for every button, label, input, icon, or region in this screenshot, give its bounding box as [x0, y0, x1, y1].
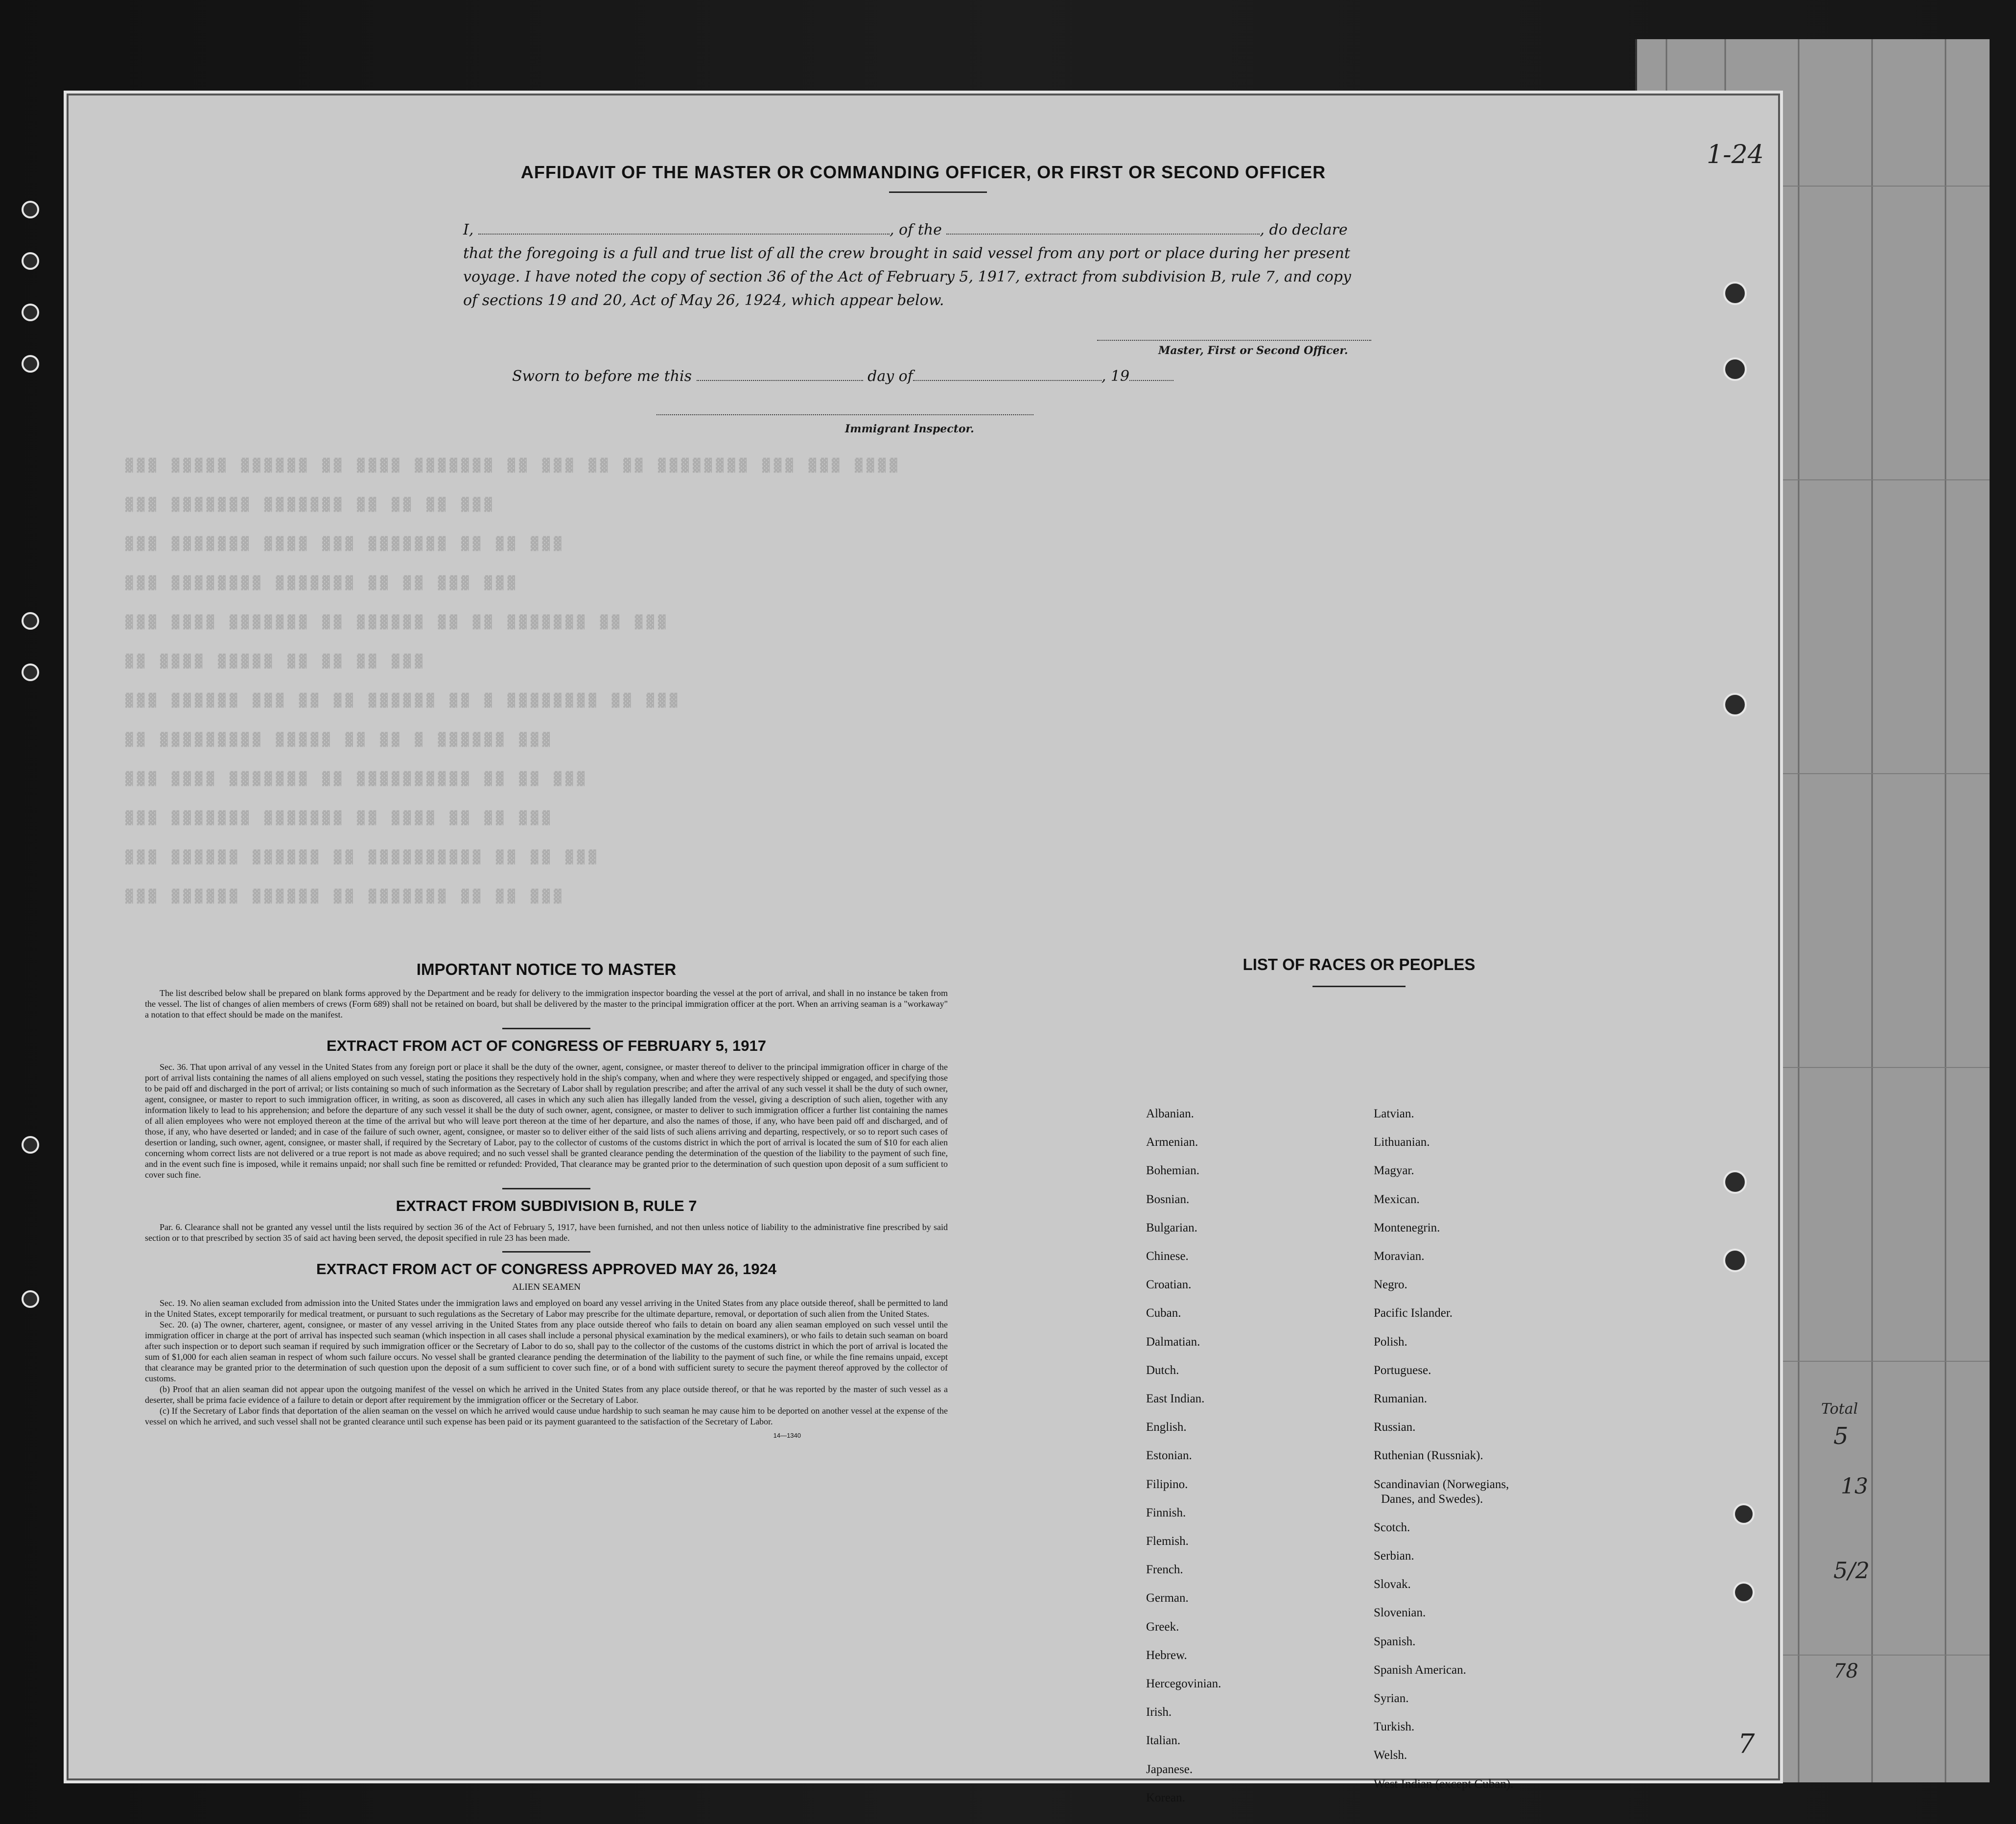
race-item: Pacific Islander. — [1374, 1306, 1453, 1320]
form-page — [64, 91, 1783, 1804]
handwritten-corner-mark: 7 — [1738, 1729, 1755, 1759]
race-item: Portuguese. — [1374, 1363, 1431, 1377]
race-item: Chinese. — [1146, 1250, 1189, 1263]
race-item: Negro. — [1374, 1278, 1407, 1292]
punch-hole — [22, 252, 39, 270]
race-item: Mexican. — [1374, 1192, 1420, 1206]
sworn-year-label: , 19 — [1101, 368, 1130, 385]
extract-1917-title: EXTRACT FROM ACT OF CONGRESS OF FEBRUARY 5, 1917 — [327, 1037, 766, 1054]
punch-hole — [22, 663, 39, 681]
race-item: Polish. — [1374, 1335, 1407, 1349]
race-item: Scandinavian (Norwegians, — [1374, 1477, 1509, 1491]
master-signature-line[interactable] — [1097, 340, 1371, 341]
race-item: Serbian. — [1374, 1549, 1414, 1563]
decl-of: , of the — [889, 221, 942, 238]
sworn-day-blank[interactable] — [697, 365, 863, 381]
race-item: Slovenian. — [1374, 1606, 1426, 1620]
inspector-caption: Immigrant Inspector. — [845, 423, 974, 435]
race-item: English. — [1146, 1421, 1187, 1434]
race-item: Scotch. — [1374, 1520, 1410, 1534]
race-item: Croatian. — [1146, 1278, 1192, 1292]
extract-1917-rule — [502, 1188, 590, 1189]
handwritten-total-label: Total — [1821, 1400, 1858, 1418]
sec-20a-body: Sec. 20. (a) The owner, charterer, agent, consignee, or master of any vessel arriving in the United States from any place outside thereof who fails to detain on board any alien seaman employed on such vessel until the immigration officer in charge at the port of arrival has inspected such seaman (which inspection in all cases shall include a personal physical examination by the medical examiners), or who fails to detain such seaman on board after such inspection or to deport such seaman if required by such immigration officer or the Secretary of Labor to do so, shall pay to the collector of the customs of the customs district in which the port of arrival is located the sum of $1,000 for each alien seaman in respect of whom such failure occurs. No vessel shall be granted clearance pending the determination of the liability to the payment of such fine, or while the fine remains unpaid, except that clearance may be granted prior to the determination of such question upon the deposit of a sum sufficient to cover such fine, or of a bond with sufficient surety to secure the payment thereof approved by the collector of customs. — [145, 1320, 948, 1383]
race-item: Lithuanian. — [1374, 1136, 1430, 1149]
race-item: East Indian. — [1146, 1392, 1205, 1405]
extract-1924-title: EXTRACT FROM ACT OF CONGRESS APPROVED MAY 26, 1924 — [316, 1260, 776, 1278]
ghost-row: ▓▓ ▓▓▓▓ ▓▓▓▓▓ ▓▓ ▓▓ ▓▓ ▓▓▓ — [125, 654, 426, 669]
punch-hole — [1723, 1249, 1747, 1272]
punch-hole — [1733, 1582, 1755, 1603]
races-column — [1107, 955, 1645, 1804]
race-item: French. — [1146, 1563, 1183, 1577]
punch-hole — [1723, 693, 1747, 716]
ghost-row: ▓▓ ▓▓▓▓▓▓▓▓▓ ▓▓▓▓▓ ▓▓ ▓▓ ▓ ▓▓▓▓▓▓ ▓▓▓ — [125, 733, 554, 747]
race-item: Bohemian. — [1146, 1164, 1200, 1178]
race-item: Latvian. — [1374, 1107, 1414, 1120]
race-item: Albanian. — [1146, 1107, 1194, 1120]
race-item: Spanish American. — [1374, 1663, 1466, 1677]
ghost-row: ▓▓▓ ▓▓▓▓▓▓ ▓▓▓▓▓▓ ▓▓ ▓▓▓▓▓▓▓▓▓▓ ▓▓ ▓▓ ▓▓▓ — [125, 850, 600, 865]
form-number: 14—1340 — [773, 1432, 801, 1439]
punch-hole — [22, 355, 39, 373]
race-item: Hebrew. — [1146, 1648, 1187, 1662]
race-item: German. — [1146, 1591, 1189, 1605]
notice-rule — [502, 1028, 590, 1029]
punch-hole — [22, 1290, 39, 1308]
declaration-line-2: that the foregoing is a full and true list of all the crew brought in said vessel from any port or place during her present — [463, 245, 1350, 262]
race-item: Danes, and Swedes). — [1381, 1492, 1483, 1506]
sworn-day-label: day of — [867, 368, 913, 385]
declaration-text — [463, 218, 1477, 312]
ghost-row: ▓▓▓ ▓▓▓▓▓▓ ▓▓▓ ▓▓ ▓▓ ▓▓▓▓▓▓ ▓▓ ▓ ▓▓▓▓▓▓▓▓ ▓▓ ▓▓▓ — [125, 693, 681, 708]
race-item: Dalmatian. — [1146, 1335, 1200, 1349]
sec-20c-body: (c) If the Secretary of Labor finds that deportation of the alien seaman on the vessel on which he arrived would cause undue hardship to such seaman he may cause him to be deported on another vessel at the expense of the vessel on which he arrived, and such vessel shall not be granted clearance until such expense has been paid or its payment guaranteed to the satisfaction of the Secretary of Labor. — [145, 1406, 948, 1426]
master-caption: Master, First or Second Officer. — [1158, 344, 1348, 357]
punch-hole — [22, 304, 39, 321]
ghost-row: ▓▓▓ ▓▓▓▓▓▓▓▓ ▓▓▓▓▓▓▓ ▓▓ ▓▓ ▓▓▓ ▓▓▓ — [125, 576, 519, 591]
handwritten-total-1: 5 — [1833, 1422, 1849, 1450]
sworn-line — [512, 365, 1173, 385]
race-item: Slovak. — [1374, 1578, 1411, 1591]
handwritten-total-4: 78 — [1833, 1660, 1858, 1682]
decl-prefix: I, — [463, 221, 474, 238]
race-item: Filipino. — [1146, 1477, 1188, 1491]
sworn-year-blank[interactable] — [1129, 365, 1173, 381]
race-item: Magyar. — [1374, 1164, 1414, 1178]
race-item: Cuban. — [1146, 1306, 1181, 1320]
sec-19-body: Sec. 19. No alien seaman excluded from admission into the United States under the immigration laws and employed on board any vessel arriving in the United States from any place outside thereof, shall be permitted to land in the United States, except temporarily for medical treatment, or pursuant to such regulations as the Secretary of Labor may prescribe for the ultimate departure, removal, or deportation of such alien from the United States. — [145, 1298, 948, 1319]
ghost-row: ▓▓▓ ▓▓▓▓▓ ▓▓▓▓▓▓ ▓▓ ▓▓▓▓ ▓▓▓▓▓▓▓ ▓▓ ▓▓▓ ▓▓ ▓▓ ▓▓▓▓▓▓▓▓ ▓▓▓ ▓▓▓ ▓▓▓▓ — [125, 458, 901, 473]
decl-end: , do declare — [1260, 221, 1348, 238]
race-item: Armenian. — [1146, 1136, 1198, 1149]
rule7-title: EXTRACT FROM SUBDIVISION B, RULE 7 — [396, 1197, 697, 1214]
punch-hole — [22, 612, 39, 630]
punch-hole — [22, 1136, 39, 1154]
race-item: Irish. — [1146, 1706, 1172, 1719]
race-item: Moravian. — [1374, 1250, 1425, 1263]
declaration-line-3: voyage. I have noted the copy of section 36 of the Act of February 5, 1917, extract from subdivision B, rule 7, and copy — [463, 268, 1351, 285]
title-rule — [889, 191, 987, 193]
race-item: Greek. — [1146, 1620, 1179, 1634]
race-item: Hercegovinian. — [1146, 1677, 1221, 1690]
race-item: Syrian. — [1374, 1692, 1409, 1705]
sec-20b-body: (b) Proof that an alien seaman did not appear upon the outgoing manifest of the vessel on which he arrived in the United States from any place outside thereof, or that he was reported by the master of such vessel as a deserter, shall be prima facie evidence of a failure to detain or deport after requirement by the immigration officer or the Secretary of Labor. — [145, 1384, 948, 1405]
ghost-row: ▓▓▓ ▓▓▓▓ ▓▓▓▓▓▓▓ ▓▓ ▓▓▓▓▓▓ ▓▓ ▓▓ ▓▓▓▓▓▓▓ ▓▓ ▓▓▓ — [125, 615, 670, 630]
race-item: Russian. — [1374, 1421, 1416, 1434]
race-item: Italian. — [1146, 1734, 1181, 1748]
rule7-rule — [502, 1251, 590, 1253]
rule7-body: Par. 6. Clearance shall not be granted any vessel until the lists required by section 36 of the Act of February 5, 1917, have been furnished, and not then unless notice of liability to the administrative fine prescribed by said section or to that prescribed by section 35 of said act having been served, the deposit specified in rule 23 has been made. — [145, 1222, 948, 1243]
race-item: Rumanian. — [1374, 1392, 1428, 1405]
ghost-row: ▓▓▓ ▓▓▓▓ ▓▓▓▓▓▓▓ ▓▓ ▓▓▓▓▓▓▓▓▓▓ ▓▓ ▓▓ ▓▓▓ — [125, 772, 589, 786]
handwritten-top-right: 1-24 — [1707, 140, 1764, 169]
punch-hole — [1723, 1170, 1747, 1194]
punch-hole — [22, 201, 39, 218]
race-item: Flemish. — [1146, 1535, 1189, 1548]
sworn-month-blank[interactable] — [913, 365, 1102, 381]
races-rule — [1313, 986, 1406, 987]
notice-body: The list described below shall be prepared on blank forms approved by the Department and be ready for delivery to the immigration inspector boarding the vessel at the port of arrival, and shall in no instance be taken from the vessel. The list of changes of alien members of crews (Form 689) shall not be retained on board, but shall be delivered by the master to the principal immigration officer at the port. When an arriving seaman is a "workaway" a notation to that effect should be made on the manifest. — [145, 988, 948, 1019]
race-item: Spanish. — [1374, 1634, 1416, 1648]
punch-hole — [1723, 357, 1747, 381]
race-item: West Indian (except Cuban). — [1374, 1777, 1514, 1791]
race-item: Estonian. — [1146, 1449, 1192, 1463]
races-title: LIST OF RACES OR PEOPLES — [1242, 955, 1476, 973]
notice-title: IMPORTANT NOTICE TO MASTER — [416, 960, 677, 978]
race-item: Welsh. — [1374, 1749, 1407, 1762]
race-item: Japanese. — [1146, 1762, 1193, 1776]
handwritten-total-2: 13 — [1841, 1474, 1868, 1499]
race-item: Ruthenian (Russniak). — [1374, 1449, 1483, 1463]
race-item: Bosnian. — [1146, 1192, 1190, 1206]
notice-column — [145, 960, 948, 1439]
sworn-prefix: Sworn to before me this — [512, 368, 692, 385]
race-item: Finnish. — [1146, 1506, 1186, 1519]
race-item: Bulgarian. — [1146, 1221, 1197, 1234]
extract-1917-body: Sec. 36. That upon arrival of any vessel in the United States from any foreign port or place it shall be the duty of the owner, agent, consignee, or master thereof to deliver to the principal immigration officer in charge of the port of arrival lists containing the names of all aliens employed on such vessel, stating the positions they respectively hold in the ship's company, when and where they were respectively shipped or engaged, and specifying those to be paid off and discharged in the port of arrival; or lists containing so much of such information as the Secretary of Labor shall by regulation prescribe; and after the arrival of any such vessel it shall be the duty of such owner, agent, consignee, or master to report to such immigration officer, in writing, as soon as discovered, all cases in which any such alien has illegally landed from the vessel, giving a description of such alien, together with any information likely to lead to his apprehension; and before the departure of any such vessel it shall be the duty of such owner, agent, consignee, or master to deliver to such immigration officer a further list containing the names of all alien employees who were not employed thereon at the time of the arrival but who will leave port thereon at the time of her departure, and also the names of those, if any, who have been paid off and discharged, and of those, if any, who have deserted or landed; and in case of the failure of such owner, agent, consignee, or master so to deliver either of the said lists of such aliens arriving and departing, respectively, or so to report such cases of desertion or landing, such owner, agent, consignee, or master shall, if required by the Secretary of Labor, pay to the collector of customs of the customs district in which the port of arrival is located the sum of $10 for each alien concerning whom correct lists are not delivered or a true report is not made as above required; and no such vessel shall be granted clearance pending the determination of the question of the liability to the payment of such fine, and in the event such fine is imposed, while it remains unpaid; nor shall such fine be remitted or refunded: Provided, That clearance may be granted prior to the determination of such question upon deposit of a sum sufficient to cover such fine. — [145, 1062, 948, 1180]
bleed-through — [67, 94, 1780, 1780]
race-item: Turkish. — [1374, 1720, 1415, 1734]
race-item: Korean. — [1146, 1791, 1185, 1804]
handwritten-total-3: 5/2 — [1833, 1557, 1870, 1584]
ghost-row: ▓▓▓ ▓▓▓▓▓▓▓ ▓▓▓▓▓▓▓ ▓▓ ▓▓ ▓▓ ▓▓▓ — [125, 497, 496, 512]
race-item: Dutch. — [1146, 1363, 1179, 1377]
inspector-signature-line[interactable] — [656, 414, 1033, 415]
race-item: Montenegrin. — [1374, 1221, 1440, 1234]
ghost-row: ▓▓▓ ▓▓▓▓▓▓▓ ▓▓▓▓ ▓▓▓ ▓▓▓▓▓▓▓ ▓▓ ▓▓ ▓▓▓ — [125, 537, 565, 551]
punch-hole — [1733, 1503, 1755, 1525]
ghost-row: ▓▓▓ ▓▓▓▓▓▓ ▓▓▓▓▓▓ ▓▓ ▓▓▓▓▓▓▓ ▓▓ ▓▓ ▓▓▓ — [125, 889, 565, 904]
name-blank[interactable] — [478, 219, 890, 235]
declaration-line-1 — [463, 218, 1477, 242]
punch-hole — [1723, 282, 1747, 305]
declaration-line-4: of sections 19 and 20, Act of May 26, 1924, which appear below. — [463, 292, 944, 309]
vessel-blank[interactable] — [946, 219, 1260, 235]
affidavit-title: AFFIDAVIT OF THE MASTER OR COMMANDING OFFICER, OR FIRST OR SECOND OFFICER — [520, 162, 1326, 182]
alien-seamen-subtitle: ALIEN SEAMEN — [512, 1282, 581, 1292]
ghost-row: ▓▓▓ ▓▓▓▓▓▓▓ ▓▓▓▓▓▓▓ ▓▓ ▓▓▓▓ ▓▓ ▓▓ ▓▓▓ — [125, 811, 554, 826]
